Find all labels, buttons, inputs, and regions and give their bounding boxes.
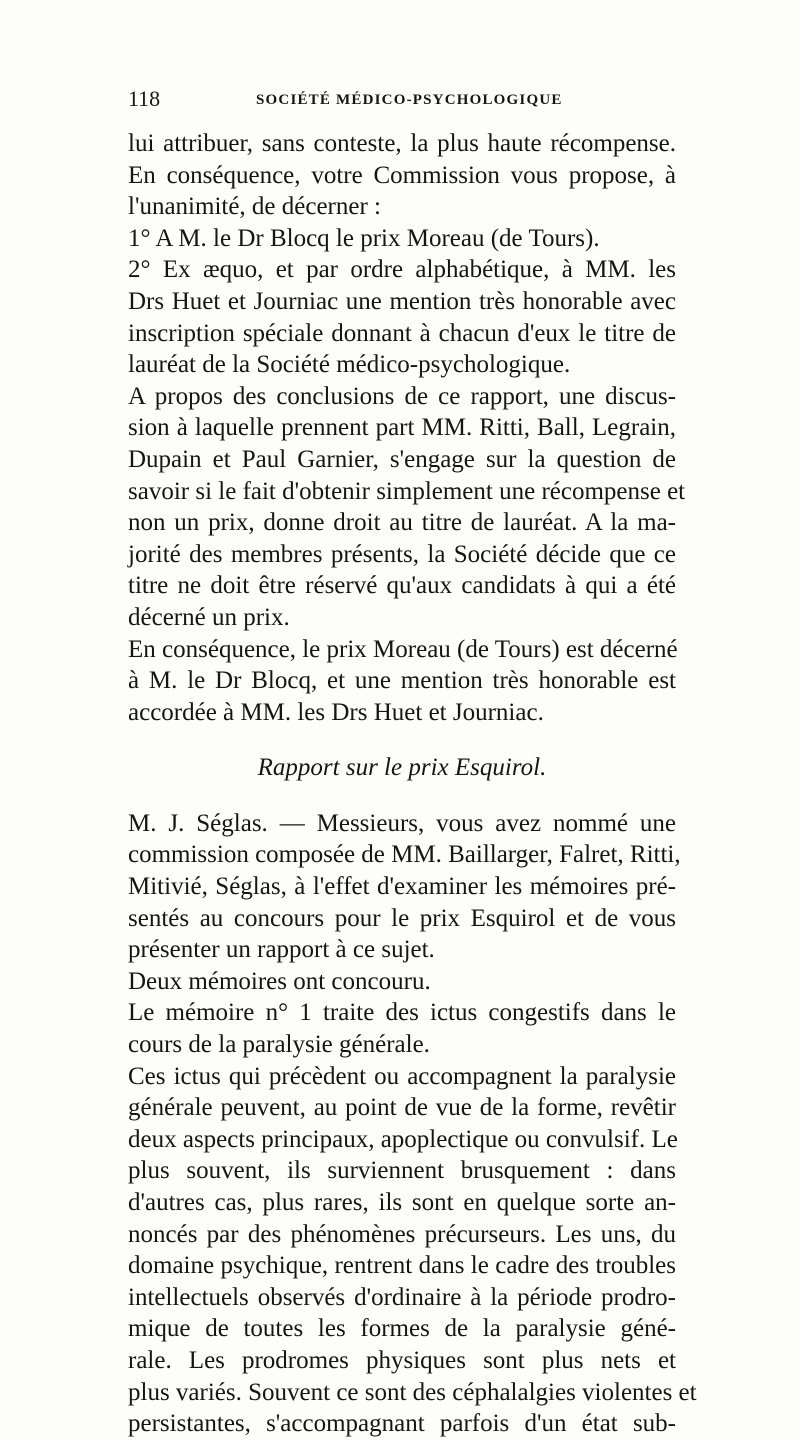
text-line: 2° Ex æquo, et par ordre alphabétique, à MM. les [128,256,676,284]
text-line: jorité des membres présents, la Société décide que ce [128,540,676,568]
section-gap [128,784,676,808]
text-line: En conséquence, votre Commission vous propose, à [128,161,676,189]
text-line: M. J. Séglas. — Messieurs, vous avez nommé une [128,809,676,837]
text-line: lui attribuer, sans conteste, la plus haute récompense. [128,130,676,157]
page-number: 118 [128,86,161,111]
text-line: Mitivié, Séglas, à l'effet d'examiner les mémoires pré- [128,873,676,901]
text-line: commission composée de MM. Baillarger, Falret, Ritti, [128,841,681,869]
text-line: Drs Huet et Journiac une mention très honorable avec [128,287,676,315]
body-text [128,128,697,1440]
text-line: plus souvent, ils surviennent brusquement : dans [128,1157,676,1185]
text-line: d'autres cas, plus rares, ils sont en quelque sorte an- [128,1189,676,1216]
page-header [128,86,673,116]
text-line: mique de toutes les formes de la paralysie géné- [128,1315,676,1343]
text-line: deux aspects principaux, apoplectique ou convulsif. Le [128,1125,678,1153]
text-line: sentés au concours pour le prix Esquirol et de vous [128,904,676,932]
text-line: A propos des conclusions de ce rapport, une discus- [128,382,676,410]
section-gap [128,728,676,752]
section-heading: Rapport sur le prix Esquirol. [257,754,547,782]
text-line: générale peuvent, au point de vue de la forme, revêtir [128,1094,676,1122]
text-line: Le mémoire n° 1 traite des ictus congestifs dans le [128,999,676,1027]
running-title: SOCIÉTÉ MÉDICO-PSYCHOLOGIQUE [256,92,563,108]
text-line: En conséquence, le prix Moreau (de Tours) est décerné [128,635,678,663]
text-line: noncés par des phénomènes précurseurs. Les uns, du [128,1220,676,1248]
text-line: non un prix, donne droit au titre de lauréat. A la ma- [128,509,676,537]
text-line: domaine psychique, rentrent dans le cadre des troubles [128,1252,676,1280]
text-line: l'unanimité, de décerner : [128,193,382,221]
text-line: intellectuels observés d'ordinaire à la période prodro- [128,1283,676,1311]
text-line: 1° A M. le Dr Blocq le prix Moreau (de Tours). [128,224,600,252]
text-line: accordée à MM. les Drs Huet et Journiac. [128,698,544,726]
text-line: Dupain et Paul Garnier, s'engage sur la question de [128,445,676,473]
text-line: lauréat de la Société médico-psychologique. [128,351,571,379]
text-line: cours de la paralysie générale. [128,1031,430,1059]
text-line: présenter un rapport à ce sujet. [128,936,435,964]
text-line: savoir si le fait d'obtenir simplement une récompense et [128,477,686,505]
text-line: titre ne doit être réservé qu'aux candidats à qui a été [128,572,676,600]
text-line: persistantes, s'accompagnant parfois d'un état sub- [128,1410,676,1438]
text-line: plus variés. Souvent ce sont des céphalalgies violentes et [128,1378,697,1406]
text-line: Deux mémoires ont concouru. [128,967,431,995]
text-line: à M. le Dr Blocq, et une mention très honorable est [128,667,676,695]
text-line: sion à laquelle prennent part MM. Ritti, Ball, Legrain, [128,414,676,442]
text-line: Ces ictus qui précèdent ou accompagnent la paralysie [128,1062,676,1090]
text-line: rale. Les prodromes physiques sont plus nets et [128,1346,676,1374]
text-line: inscription spéciale donnant à chacun d'eux le titre de [128,319,676,347]
text-line: décerné un prix. [128,603,290,631]
